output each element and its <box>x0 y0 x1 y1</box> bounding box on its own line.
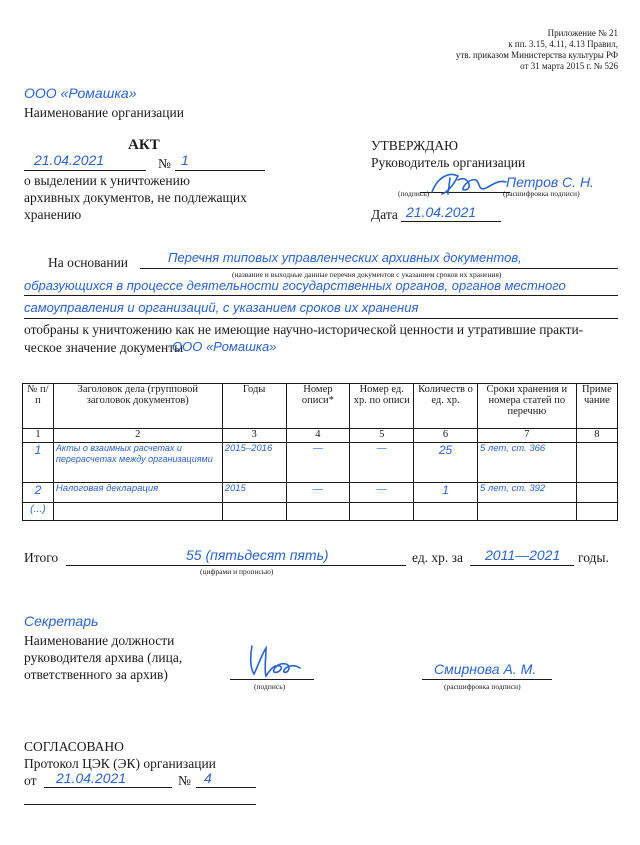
table-header: Годы <box>222 384 286 429</box>
archive-caption-line: Наименование должности <box>24 633 175 648</box>
total-years-value: 2011—2021 <box>485 547 561 563</box>
table-colnum: 1 <box>23 429 54 443</box>
agreed-number-value: 4 <box>204 770 212 786</box>
table-header: Заголовок дела (групповой заголовок документов) <box>53 384 222 429</box>
table-header-row <box>23 384 618 429</box>
table-cell-count: 25 <box>414 443 478 483</box>
archive-signature-icon <box>244 640 308 680</box>
basis-text-2: ческое значение документы <box>24 340 184 355</box>
approve-date-line <box>401 221 501 222</box>
agreed-from-label: от <box>24 773 37 788</box>
basis-line-2 <box>24 295 618 296</box>
table-colnum: 3 <box>222 429 286 443</box>
act-date-line <box>24 170 146 171</box>
table-colnum: 4 <box>286 429 350 443</box>
table-colnum: 6 <box>414 429 478 443</box>
table-cell-note <box>576 483 617 503</box>
archive-name-caption: (расшифровка подписи) <box>444 682 521 691</box>
org-name-caption: Наименование организации <box>24 105 184 120</box>
table-cell-inventory: — <box>286 483 350 503</box>
table-colnum-row <box>23 429 618 443</box>
agreed-title: СОГЛАСОВАНО <box>24 739 124 754</box>
agreed-protocol: Протокол ЦЭК (ЭК) организации <box>24 756 216 771</box>
archive-caption-line: руководителя архива (лица, <box>24 650 183 665</box>
approve-sign-caption: (подпись) <box>398 189 430 198</box>
basis-org-value: ООО «Ромашка» <box>172 339 277 354</box>
approve-title: УТВЕРЖДАЮ <box>371 138 459 153</box>
table-row <box>23 483 618 503</box>
act-subject-line: архивных документов, не подлежащих <box>24 190 247 205</box>
table-cell-note <box>576 443 617 483</box>
appendix-block <box>318 28 618 72</box>
approve-signature-icon <box>428 170 508 198</box>
appendix-line: Приложение № 21 <box>547 28 618 38</box>
table-cell-term: 5 лет, ст. 392 <box>477 483 576 503</box>
table-cell-title: Акты о взаимных расчетах и перерасчетах между организациями <box>53 443 222 483</box>
table-cell-years <box>222 503 286 521</box>
table-cell-inventory <box>286 503 350 521</box>
table-header: Номер ед. хр. по описи <box>350 384 414 429</box>
table-header: Сроки хранения и номера статей по перечню <box>477 384 576 429</box>
agreed-number-line <box>196 787 256 788</box>
archive-caption-line: ответственного за архив) <box>24 667 168 682</box>
appendix-line: утв. приказом Министерства культуры РФ <box>455 50 618 60</box>
archive-position-value: Секретарь <box>24 613 99 629</box>
agreed-extra-line <box>24 804 256 805</box>
basis-line-1 <box>140 268 618 269</box>
agreed-date-value: 21.04.2021 <box>56 770 127 786</box>
table-cell-count <box>414 503 478 521</box>
act-date-value: 21.04.2021 <box>34 152 105 168</box>
table-colnum: 2 <box>53 429 222 443</box>
basis-text-1: отобраны к уничтожению как не имеющие научно-исторической ценности и утратившие практи- <box>24 322 584 337</box>
table-header: Количеств о ед. хр. <box>414 384 478 429</box>
total-caption: (цифрами и прописью) <box>200 567 274 576</box>
total-years-label: годы. <box>578 550 609 565</box>
table-cell-unit: — <box>350 483 414 503</box>
approve-position: Руководитель организации <box>371 155 526 170</box>
basis-line-3 <box>24 318 618 319</box>
table-header: № п/п <box>23 384 54 429</box>
basis-label: На основании <box>48 255 129 270</box>
act-subject-line: хранению <box>24 207 82 222</box>
table-cell-num: 2 <box>23 483 54 503</box>
act-subject <box>24 172 284 223</box>
table-row <box>23 443 618 483</box>
agreed-date-line <box>44 787 172 788</box>
table-cell-note <box>576 503 617 521</box>
table-cell-inventory: — <box>286 443 350 483</box>
appendix-line: от 31 марта 2015 г. № 526 <box>520 61 618 71</box>
table-cell-unit: — <box>350 443 414 483</box>
appendix-line: к пп. 3.15, 4.11, 4.13 Правил, <box>508 39 618 49</box>
archive-name-value: Смирнова А. М. <box>434 661 537 677</box>
table-header: Номер описи* <box>286 384 350 429</box>
table-cell-num: (...) <box>23 503 54 521</box>
table-cell-count: 1 <box>414 483 478 503</box>
basis-line2-value: образующихся в процессе деятельности государственных органов, органов местного <box>24 278 566 293</box>
act-subject-line: о выделении к уничтожению <box>24 173 190 188</box>
total-value: 55 (пятьдесят пять) <box>186 547 329 563</box>
table-cell-term: 5 лет, ст. 366 <box>477 443 576 483</box>
table-cell-years: 2015 <box>222 483 286 503</box>
basis-line3-value: самоуправления и организаций, с указанием сроков их хранения <box>24 300 419 315</box>
basis-line1-value: Перечня типовых управленческих архивных документов, <box>168 250 522 265</box>
act-title: АКТ <box>128 137 160 153</box>
act-number-line <box>175 170 265 171</box>
archive-name-line <box>422 679 552 680</box>
approve-name-value: Петров С. Н. <box>506 174 594 190</box>
table-cell-title: Налоговая декларация <box>53 483 222 503</box>
act-number-value: 1 <box>181 152 189 168</box>
total-years-line <box>470 565 574 566</box>
table-colnum: 7 <box>477 429 576 443</box>
total-line <box>66 565 406 566</box>
approve-date-label: Дата <box>371 207 398 222</box>
table-colnum: 5 <box>350 429 414 443</box>
archive-sign-caption: (подпись) <box>254 682 286 691</box>
act-number-label: № <box>158 156 171 171</box>
archive-caption <box>24 632 244 683</box>
agreed-number-label: № <box>178 773 191 788</box>
table-row <box>23 503 618 521</box>
basis-line1-caption: (название и выходные данные перечня документов с указанием сроков их хранения) <box>232 270 502 279</box>
table-cell-unit <box>350 503 414 521</box>
approve-date-value: 21.04.2021 <box>406 204 477 220</box>
documents-table <box>22 383 618 521</box>
total-label: Итого <box>24 550 59 565</box>
table-header: Приме чание <box>576 384 617 429</box>
org-name-value: ООО «Ромашка» <box>24 85 137 101</box>
table-cell-title <box>53 503 222 521</box>
total-units-label: ед. хр. за <box>412 550 464 565</box>
table-colnum: 8 <box>576 429 617 443</box>
table-cell-term <box>477 503 576 521</box>
table-cell-years: 2015–2016 <box>222 443 286 483</box>
table-cell-num: 1 <box>23 443 54 483</box>
approve-name-caption: (расшифровка подписи) <box>503 189 580 198</box>
